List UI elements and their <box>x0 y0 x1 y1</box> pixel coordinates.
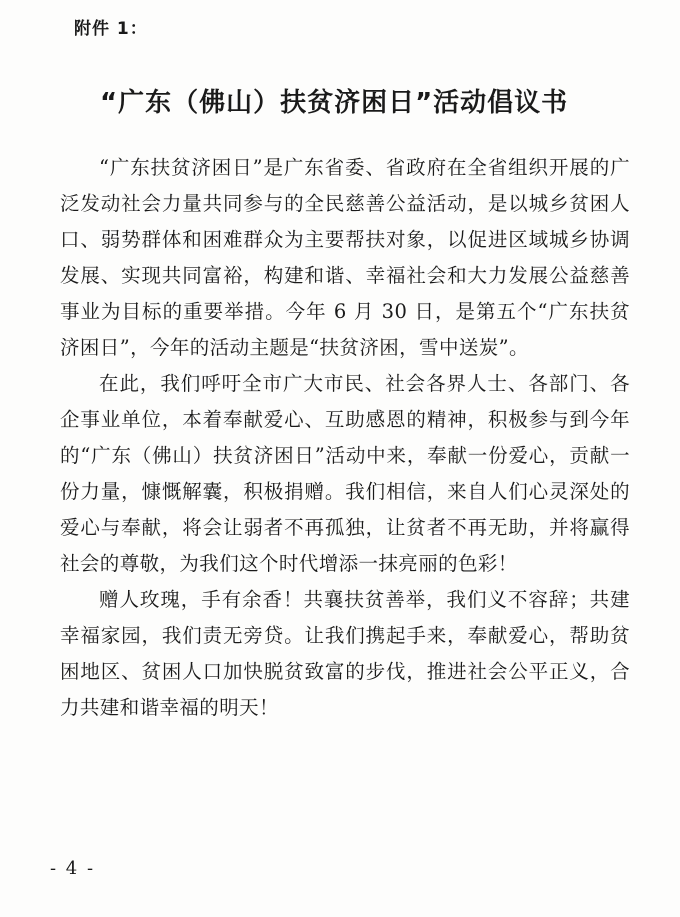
paragraph-3: 赠人玫瑰，手有余香！共襄扶贫善举，我们义不容辞；共建幸福家园，我们责无旁贷。让我们携起手来，奉献爱心，帮助贫困地区、贫困人口加快脱贫致富的步伐，推进社会公平正义，合力共建和谐幸福的明天！ <box>60 588 630 719</box>
paragraph-2: 在此，我们呼吁全市广大市民、社会各界人士、各部门、各企事业单位，本着奉献爱心、互助感恩的精神，积极参与到今年的“广东（佛山）扶贫济困日”活动中来，奉献一份爱心，贡献一份力量，慷慨解囊，积极捐赠。我们相信，来自人们心灵深处的爱心与奉献，将会让弱者不再孤独，让贫者不再无助，并将赢得社会的尊敬，为我们这个时代增添一抹亮丽的色彩！ <box>60 372 630 575</box>
attachment-label: 附件 1： <box>74 19 148 39</box>
document-body <box>60 150 630 726</box>
paragraph-1: “广东扶贫济困日”是广东省委、省政府在全省组织开展的广泛发动社会力量共同参与的全民慈善公益活动，是以城乡贫困人口、弱势群体和困难群众为主要帮扶对象，以促进区域城乡协调发展、实现共同富裕，构建和谐、幸福社会和大力发展公益慈善事业为目标的重要举措。今年 6 月 30 日，是第五个“广东扶贫济困日”，今年的活动主题是“扶贫济困，雪中送炭”。 <box>60 156 630 359</box>
page-number: - 4 - <box>50 858 96 879</box>
document-title: “广东（佛山）扶贫济困日”活动倡议书 <box>100 88 569 118</box>
